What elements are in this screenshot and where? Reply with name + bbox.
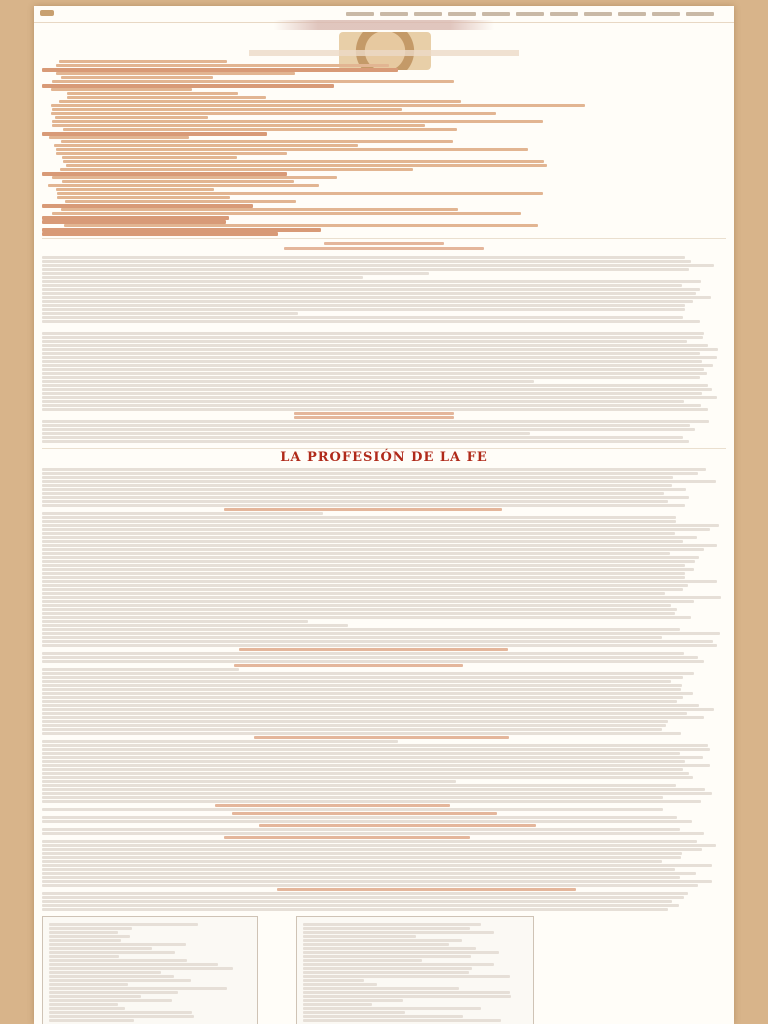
illegible-text-line	[42, 312, 298, 315]
illegible-text-line	[67, 92, 238, 95]
illegible-text-line	[42, 652, 684, 655]
illegible-text-line	[42, 316, 683, 319]
illegible-text-line	[49, 1011, 192, 1014]
illegible-text-line	[49, 947, 152, 950]
illegible-text-line	[42, 428, 695, 431]
illegible-text-line	[42, 816, 677, 819]
illegible-text-line	[303, 1019, 501, 1022]
top-nav-link[interactable]	[550, 12, 578, 16]
illegible-text-line	[56, 188, 214, 191]
illegible-text-line	[303, 979, 364, 982]
illegible-text-line	[49, 999, 172, 1002]
illegible-text-line	[59, 100, 461, 103]
illegible-text-line	[42, 528, 710, 531]
illegible-text-line	[56, 152, 287, 155]
illegible-text-line	[42, 692, 693, 695]
illegible-text-line	[42, 832, 704, 835]
illegible-text-line	[42, 624, 348, 627]
illegible-text-line	[56, 148, 528, 151]
illegible-text-line	[42, 728, 662, 731]
illegible-text-line	[42, 496, 689, 499]
illegible-text-line	[49, 1003, 118, 1006]
illegible-text-line	[57, 196, 230, 199]
divider	[42, 448, 726, 449]
illegible-text-line	[294, 416, 454, 419]
section-title: LA PROFESIÓN DE LA FE	[280, 450, 488, 465]
site-logo-icon[interactable]	[40, 10, 54, 16]
illegible-text-line	[42, 392, 702, 395]
illegible-text-line	[42, 380, 534, 383]
illegible-text-line	[42, 500, 668, 503]
illegible-text-line	[303, 987, 459, 990]
illegible-text-line	[42, 608, 677, 611]
illegible-text-line	[42, 536, 697, 539]
illegible-text-line	[42, 512, 323, 515]
illegible-text-line	[42, 776, 693, 779]
illegible-text-line	[42, 300, 693, 303]
illegible-text-line	[59, 60, 227, 63]
illegible-text-line	[42, 336, 703, 339]
illegible-text-line	[56, 64, 389, 67]
illegible-text-line	[42, 596, 721, 599]
illegible-text-line	[42, 372, 707, 375]
illegible-text-line	[49, 1019, 134, 1022]
illegible-text-line	[277, 888, 576, 891]
illegible-text-line	[49, 951, 175, 954]
illegible-text-line	[66, 164, 547, 167]
illegible-text-line	[42, 908, 668, 911]
illegible-text-line	[42, 636, 662, 639]
illegible-text-line	[42, 472, 698, 475]
illegible-text-line	[42, 788, 705, 791]
illegible-text-line	[48, 184, 319, 187]
illegible-text-line	[52, 108, 402, 111]
illegible-text-line	[42, 272, 429, 275]
illegible-text-line	[42, 712, 687, 715]
illegible-text-line	[52, 124, 425, 127]
illegible-text-line	[232, 812, 497, 815]
illegible-text-line	[51, 112, 496, 115]
illegible-text-line	[42, 780, 456, 783]
top-nav-link[interactable]	[448, 12, 476, 16]
illegible-text-line	[42, 644, 717, 647]
illegible-text-line	[49, 939, 121, 942]
illegible-text-line	[42, 784, 676, 787]
illegible-text-line	[42, 436, 683, 439]
illegible-text-line	[254, 736, 509, 739]
illegible-text-line	[42, 748, 710, 751]
illegible-text-line	[259, 824, 535, 827]
illegible-text-line	[42, 672, 694, 675]
divider	[42, 238, 726, 239]
illegible-text-line	[42, 668, 239, 671]
illegible-text-line	[42, 276, 363, 279]
illegible-text-line	[42, 628, 680, 631]
illegible-text-line	[51, 88, 192, 91]
illegible-text-line	[42, 552, 670, 555]
illegible-text-line	[303, 999, 403, 1002]
illegible-text-line	[234, 664, 464, 667]
illegible-text-line	[42, 884, 698, 887]
illegible-text-line	[42, 744, 708, 747]
illegible-text-line	[42, 720, 668, 723]
top-nav-link[interactable]	[618, 12, 646, 16]
illegible-text-line	[42, 844, 716, 847]
illegible-text-line	[42, 864, 712, 867]
illegible-text-line	[42, 296, 711, 299]
illegible-text-line	[42, 348, 718, 351]
illegible-text-line	[49, 979, 191, 982]
illegible-text-line	[42, 808, 663, 811]
illegible-text-line	[324, 242, 444, 245]
illegible-text-line	[42, 396, 717, 399]
illegible-text-line	[42, 740, 398, 743]
illegible-text-line	[42, 484, 672, 487]
illegible-text-line	[42, 576, 685, 579]
illegible-text-line	[42, 892, 688, 895]
illegible-text-line	[42, 260, 691, 263]
illegible-text-line	[42, 616, 691, 619]
illegible-text-line	[49, 959, 187, 962]
illegible-text-line	[49, 136, 189, 139]
illegible-text-line	[42, 408, 708, 411]
illegible-text-line	[49, 967, 233, 970]
index-box-middle	[296, 916, 534, 1024]
illegible-text-line	[64, 224, 538, 227]
illegible-text-line	[42, 388, 712, 391]
illegible-text-line	[42, 268, 689, 271]
illegible-text-line	[42, 376, 700, 379]
illegible-text-line	[42, 768, 683, 771]
illegible-text-line	[42, 304, 685, 307]
top-nav-links	[346, 10, 726, 18]
illegible-text-line	[42, 592, 665, 595]
illegible-text-line	[42, 700, 677, 703]
illegible-text-line	[52, 80, 454, 83]
illegible-text-line	[303, 923, 481, 926]
illegible-text-line	[42, 660, 704, 663]
illegible-text-line	[215, 804, 450, 807]
illegible-text-line	[57, 192, 543, 195]
illegible-text-line	[42, 400, 684, 403]
illegible-text-line	[42, 900, 672, 903]
illegible-text-line	[303, 955, 471, 958]
illegible-text-line	[42, 232, 278, 236]
illegible-text-line	[42, 560, 695, 563]
illegible-text-line	[42, 620, 308, 623]
illegible-text-line	[42, 556, 699, 559]
illegible-text-line	[42, 860, 662, 863]
illegible-text-line	[61, 76, 213, 79]
illegible-text-line	[42, 524, 719, 527]
illegible-text-line	[303, 931, 494, 934]
illegible-text-line	[42, 320, 700, 323]
illegible-text-line	[42, 292, 696, 295]
illegible-text-line	[42, 420, 709, 423]
document-page	[34, 6, 734, 1024]
illegible-text-line	[42, 600, 694, 603]
illegible-text-line	[42, 384, 708, 387]
illegible-text-line	[42, 724, 666, 727]
illegible-text-line	[52, 212, 521, 215]
illegible-text-line	[224, 508, 502, 511]
site-title-banner	[274, 20, 494, 30]
illegible-text-line	[224, 836, 470, 839]
top-nav-link[interactable]	[584, 12, 612, 16]
illegible-text-line	[49, 975, 174, 978]
illegible-text-line	[49, 971, 161, 974]
illegible-text-line	[42, 896, 684, 899]
illegible-text-line	[42, 364, 713, 367]
illegible-text-line	[42, 708, 714, 711]
illegible-text-line	[42, 828, 680, 831]
illegible-text-line	[49, 943, 186, 946]
illegible-text-line	[42, 772, 689, 775]
illegible-text-line	[42, 676, 683, 679]
illegible-text-line	[42, 480, 716, 483]
site-subtitle	[249, 50, 519, 56]
illegible-text-line	[49, 963, 218, 966]
illegible-text-line	[42, 532, 675, 535]
illegible-text-line	[303, 947, 476, 950]
illegible-text-line	[42, 840, 697, 843]
illegible-text-line	[42, 796, 663, 799]
illegible-text-line	[303, 951, 499, 954]
illegible-text-line	[303, 939, 462, 942]
illegible-text-line	[303, 967, 472, 970]
illegible-text-line	[51, 104, 585, 107]
illegible-text-line	[42, 904, 679, 907]
illegible-text-line	[303, 963, 494, 966]
illegible-text-line	[42, 764, 710, 767]
illegible-text-line	[303, 927, 470, 930]
illegible-text-line	[42, 848, 702, 851]
top-nav-link[interactable]	[652, 12, 680, 16]
illegible-text-line	[49, 1015, 194, 1018]
illegible-text-line	[303, 935, 416, 938]
illegible-text-line	[49, 927, 132, 930]
illegible-text-line	[49, 987, 227, 990]
illegible-text-line	[54, 144, 358, 147]
illegible-text-line	[294, 412, 454, 415]
illegible-text-line	[303, 995, 511, 998]
illegible-text-line	[42, 544, 717, 547]
illegible-text-line	[42, 340, 687, 343]
illegible-text-line	[303, 971, 469, 974]
illegible-text-line	[42, 548, 704, 551]
illegible-text-line	[42, 612, 675, 615]
illegible-text-line	[42, 572, 685, 575]
illegible-text-line	[42, 704, 699, 707]
illegible-text-line	[42, 308, 685, 311]
illegible-text-line	[55, 116, 208, 119]
illegible-text-line	[42, 684, 682, 687]
illegible-text-line	[239, 648, 508, 651]
illegible-text-line	[49, 923, 198, 926]
illegible-text-line	[42, 872, 696, 875]
top-nav-link[interactable]	[380, 12, 408, 16]
top-nav-link[interactable]	[482, 12, 510, 16]
illegible-text-line	[42, 852, 682, 855]
illegible-text-line	[42, 488, 686, 491]
illegible-text-line	[42, 284, 682, 287]
illegible-text-line	[67, 96, 266, 99]
illegible-text-line	[42, 476, 673, 479]
illegible-text-line	[303, 991, 510, 994]
illegible-text-line	[42, 792, 712, 795]
illegible-text-line	[42, 568, 694, 571]
illegible-text-line	[303, 1007, 481, 1010]
illegible-text-line	[49, 935, 130, 938]
illegible-text-line	[303, 1015, 463, 1018]
illegible-text-line	[303, 975, 510, 978]
illegible-text-line	[52, 120, 543, 123]
illegible-text-line	[42, 756, 703, 759]
illegible-text-line	[42, 492, 664, 495]
illegible-text-line	[42, 640, 713, 643]
illegible-text-line	[63, 160, 544, 163]
illegible-text-line	[303, 983, 377, 986]
illegible-text-line	[42, 868, 675, 871]
illegible-text-line	[284, 247, 484, 250]
illegible-text-line	[303, 1003, 372, 1006]
illegible-text-line	[60, 168, 413, 171]
top-nav-link[interactable]	[346, 12, 374, 16]
top-nav-link[interactable]	[516, 12, 544, 16]
illegible-text-line	[42, 432, 530, 435]
illegible-text-line	[42, 876, 680, 879]
illegible-text-line	[42, 588, 683, 591]
illegible-text-line	[42, 352, 700, 355]
illegible-text-line	[52, 176, 337, 179]
illegible-text-line	[42, 688, 681, 691]
illegible-text-line	[42, 820, 692, 823]
illegible-text-line	[42, 856, 681, 859]
illegible-text-line	[42, 632, 720, 635]
illegible-text-line	[42, 540, 683, 543]
index-box-left	[42, 916, 258, 1024]
top-nav-link[interactable]	[686, 12, 714, 16]
illegible-text-line	[42, 564, 685, 567]
illegible-text-line	[42, 716, 704, 719]
illegible-text-line	[42, 732, 681, 735]
illegible-text-line	[42, 288, 700, 291]
illegible-text-line	[303, 959, 422, 962]
illegible-text-line	[42, 516, 676, 519]
illegible-text-line	[42, 752, 680, 755]
illegible-text-line	[65, 200, 296, 203]
top-nav-link[interactable]	[414, 12, 442, 16]
illegible-text-line	[63, 128, 457, 131]
illegible-text-line	[42, 344, 708, 347]
illegible-text-line	[42, 468, 706, 471]
illegible-text-line	[49, 1007, 125, 1010]
illegible-text-line	[61, 140, 453, 143]
illegible-text-line	[49, 983, 128, 986]
illegible-text-line	[42, 656, 698, 659]
illegible-text-line	[42, 696, 683, 699]
illegible-text-line	[62, 156, 237, 159]
illegible-text-line	[303, 1011, 405, 1014]
illegible-text-line	[49, 991, 178, 994]
footer-index	[42, 916, 726, 1024]
illegible-text-line	[56, 72, 295, 75]
illegible-text-line	[49, 931, 118, 934]
illegible-text-line	[42, 280, 701, 283]
illegible-text-line	[49, 995, 141, 998]
illegible-text-line	[42, 368, 704, 371]
illegible-text-line	[42, 264, 714, 267]
illegible-text-line	[303, 943, 449, 946]
illegible-text-line	[42, 580, 717, 583]
illegible-text-line	[42, 504, 685, 507]
illegible-text-line	[42, 880, 712, 883]
illegible-text-line	[42, 584, 688, 587]
illegible-text-line	[42, 256, 685, 259]
illegible-text-line	[42, 760, 685, 763]
illegible-text-line	[42, 360, 702, 363]
illegible-text-line	[42, 680, 671, 683]
illegible-text-line	[42, 800, 701, 803]
illegible-text-line	[42, 404, 701, 407]
illegible-text-line	[42, 356, 717, 359]
illegible-text-line	[49, 955, 119, 958]
illegible-text-line	[42, 604, 671, 607]
illegible-text-line	[42, 332, 704, 335]
illegible-text-line	[61, 208, 458, 211]
illegible-text-line	[42, 424, 690, 427]
illegible-text-line	[42, 520, 676, 523]
illegible-text-line	[62, 180, 294, 183]
illegible-text-line	[42, 440, 689, 443]
